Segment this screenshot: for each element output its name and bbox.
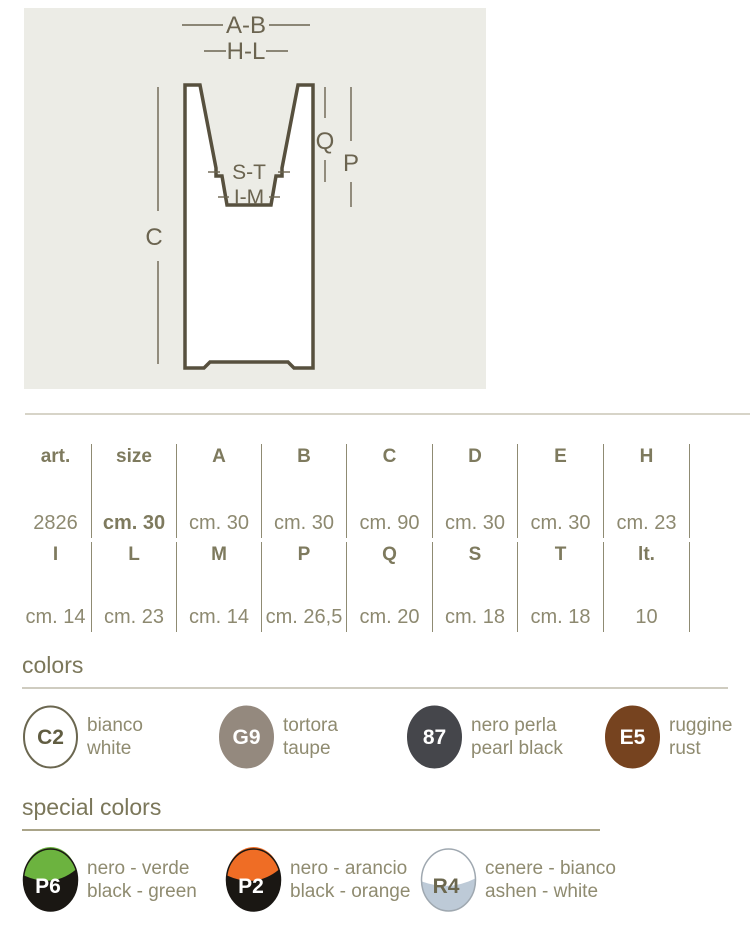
table-cell-e: E cm. 30 bbox=[518, 444, 604, 538]
e5-swatch-icon bbox=[604, 704, 661, 770]
table-cell-m: M cm. 14 bbox=[177, 542, 262, 632]
table-cell-a: A cm. 30 bbox=[177, 444, 262, 538]
colors-section-title: colors bbox=[22, 652, 84, 678]
table-cell-d: D cm. 30 bbox=[433, 444, 518, 538]
87-swatch-icon bbox=[406, 704, 463, 770]
table-cell-l: L cm. 23 bbox=[92, 542, 177, 632]
swatch-code: G9 bbox=[232, 726, 261, 749]
table-row-group-1 bbox=[20, 444, 732, 538]
special-colors-section-title: special colors bbox=[22, 794, 162, 820]
swatch-code: R4 bbox=[432, 875, 460, 898]
table-cell-h: H cm. 23 bbox=[604, 444, 690, 538]
swatch-labels: nero perla pearl black bbox=[471, 715, 563, 759]
dim-label-q: Q bbox=[315, 128, 335, 155]
swatch-code: E5 bbox=[619, 726, 646, 749]
dimensions-table bbox=[20, 444, 732, 632]
c2-swatch-icon bbox=[22, 704, 79, 770]
dim-label-st: S-T bbox=[232, 161, 266, 184]
dim-label-ab: A-B bbox=[225, 12, 267, 39]
table-cell-q: Q cm. 20 bbox=[347, 542, 433, 632]
table-cell-lt: lt. 10 bbox=[604, 542, 690, 632]
swatch-labels: tortora taupe bbox=[283, 715, 338, 759]
table-cell-art: art. 2826 bbox=[20, 444, 92, 538]
color-swatch-g9 bbox=[218, 704, 338, 770]
dim-label-c: C bbox=[145, 224, 163, 251]
p6-swatch-icon bbox=[22, 847, 79, 913]
section-divider bbox=[25, 413, 750, 415]
swatch-code: C2 bbox=[37, 726, 64, 749]
g9-swatch-icon bbox=[218, 704, 275, 770]
swatch-labels: nero - arancio black - orange bbox=[290, 858, 411, 902]
vase-outline bbox=[185, 85, 313, 368]
swatch-labels: bianco white bbox=[87, 715, 143, 759]
table-cell-i: I cm. 14 bbox=[20, 542, 92, 632]
color-swatch-p2 bbox=[225, 847, 410, 913]
special-colors-section-rule bbox=[22, 829, 600, 831]
swatch-labels: ruggine rust bbox=[669, 715, 733, 759]
table-cell-t: T cm. 18 bbox=[518, 542, 604, 632]
p2-swatch-icon bbox=[225, 847, 282, 913]
colors-section-rule bbox=[22, 687, 728, 689]
table-cell-b: B cm. 30 bbox=[262, 444, 347, 538]
color-swatch-e5 bbox=[604, 704, 732, 770]
table-row-group-2 bbox=[20, 542, 732, 632]
dim-label-p: P bbox=[342, 150, 360, 177]
color-swatch-c2 bbox=[22, 704, 143, 770]
color-swatch-87 bbox=[406, 704, 563, 770]
table-cell-c: C cm. 90 bbox=[347, 444, 433, 538]
swatch-code: 87 bbox=[422, 726, 447, 749]
technical-drawing-panel bbox=[24, 8, 486, 389]
table-cell-size: size cm. 30 bbox=[92, 444, 177, 538]
color-swatch-p6 bbox=[22, 847, 197, 913]
table-cell-p: P cm. 26,5 bbox=[262, 542, 347, 632]
dim-label-im: I-M bbox=[233, 186, 265, 209]
swatch-labels: nero - verde black - green bbox=[87, 858, 197, 902]
table-cell-s: S cm. 18 bbox=[433, 542, 518, 632]
swatch-code: P6 bbox=[35, 875, 61, 898]
vase-dimension-diagram bbox=[24, 8, 486, 389]
r4-swatch-icon bbox=[420, 847, 477, 913]
swatch-code: P2 bbox=[238, 875, 264, 898]
dim-label-hl: H-L bbox=[226, 38, 266, 65]
color-swatch-r4 bbox=[420, 847, 616, 913]
swatch-labels: cenere - bianco ashen - white bbox=[485, 858, 616, 902]
